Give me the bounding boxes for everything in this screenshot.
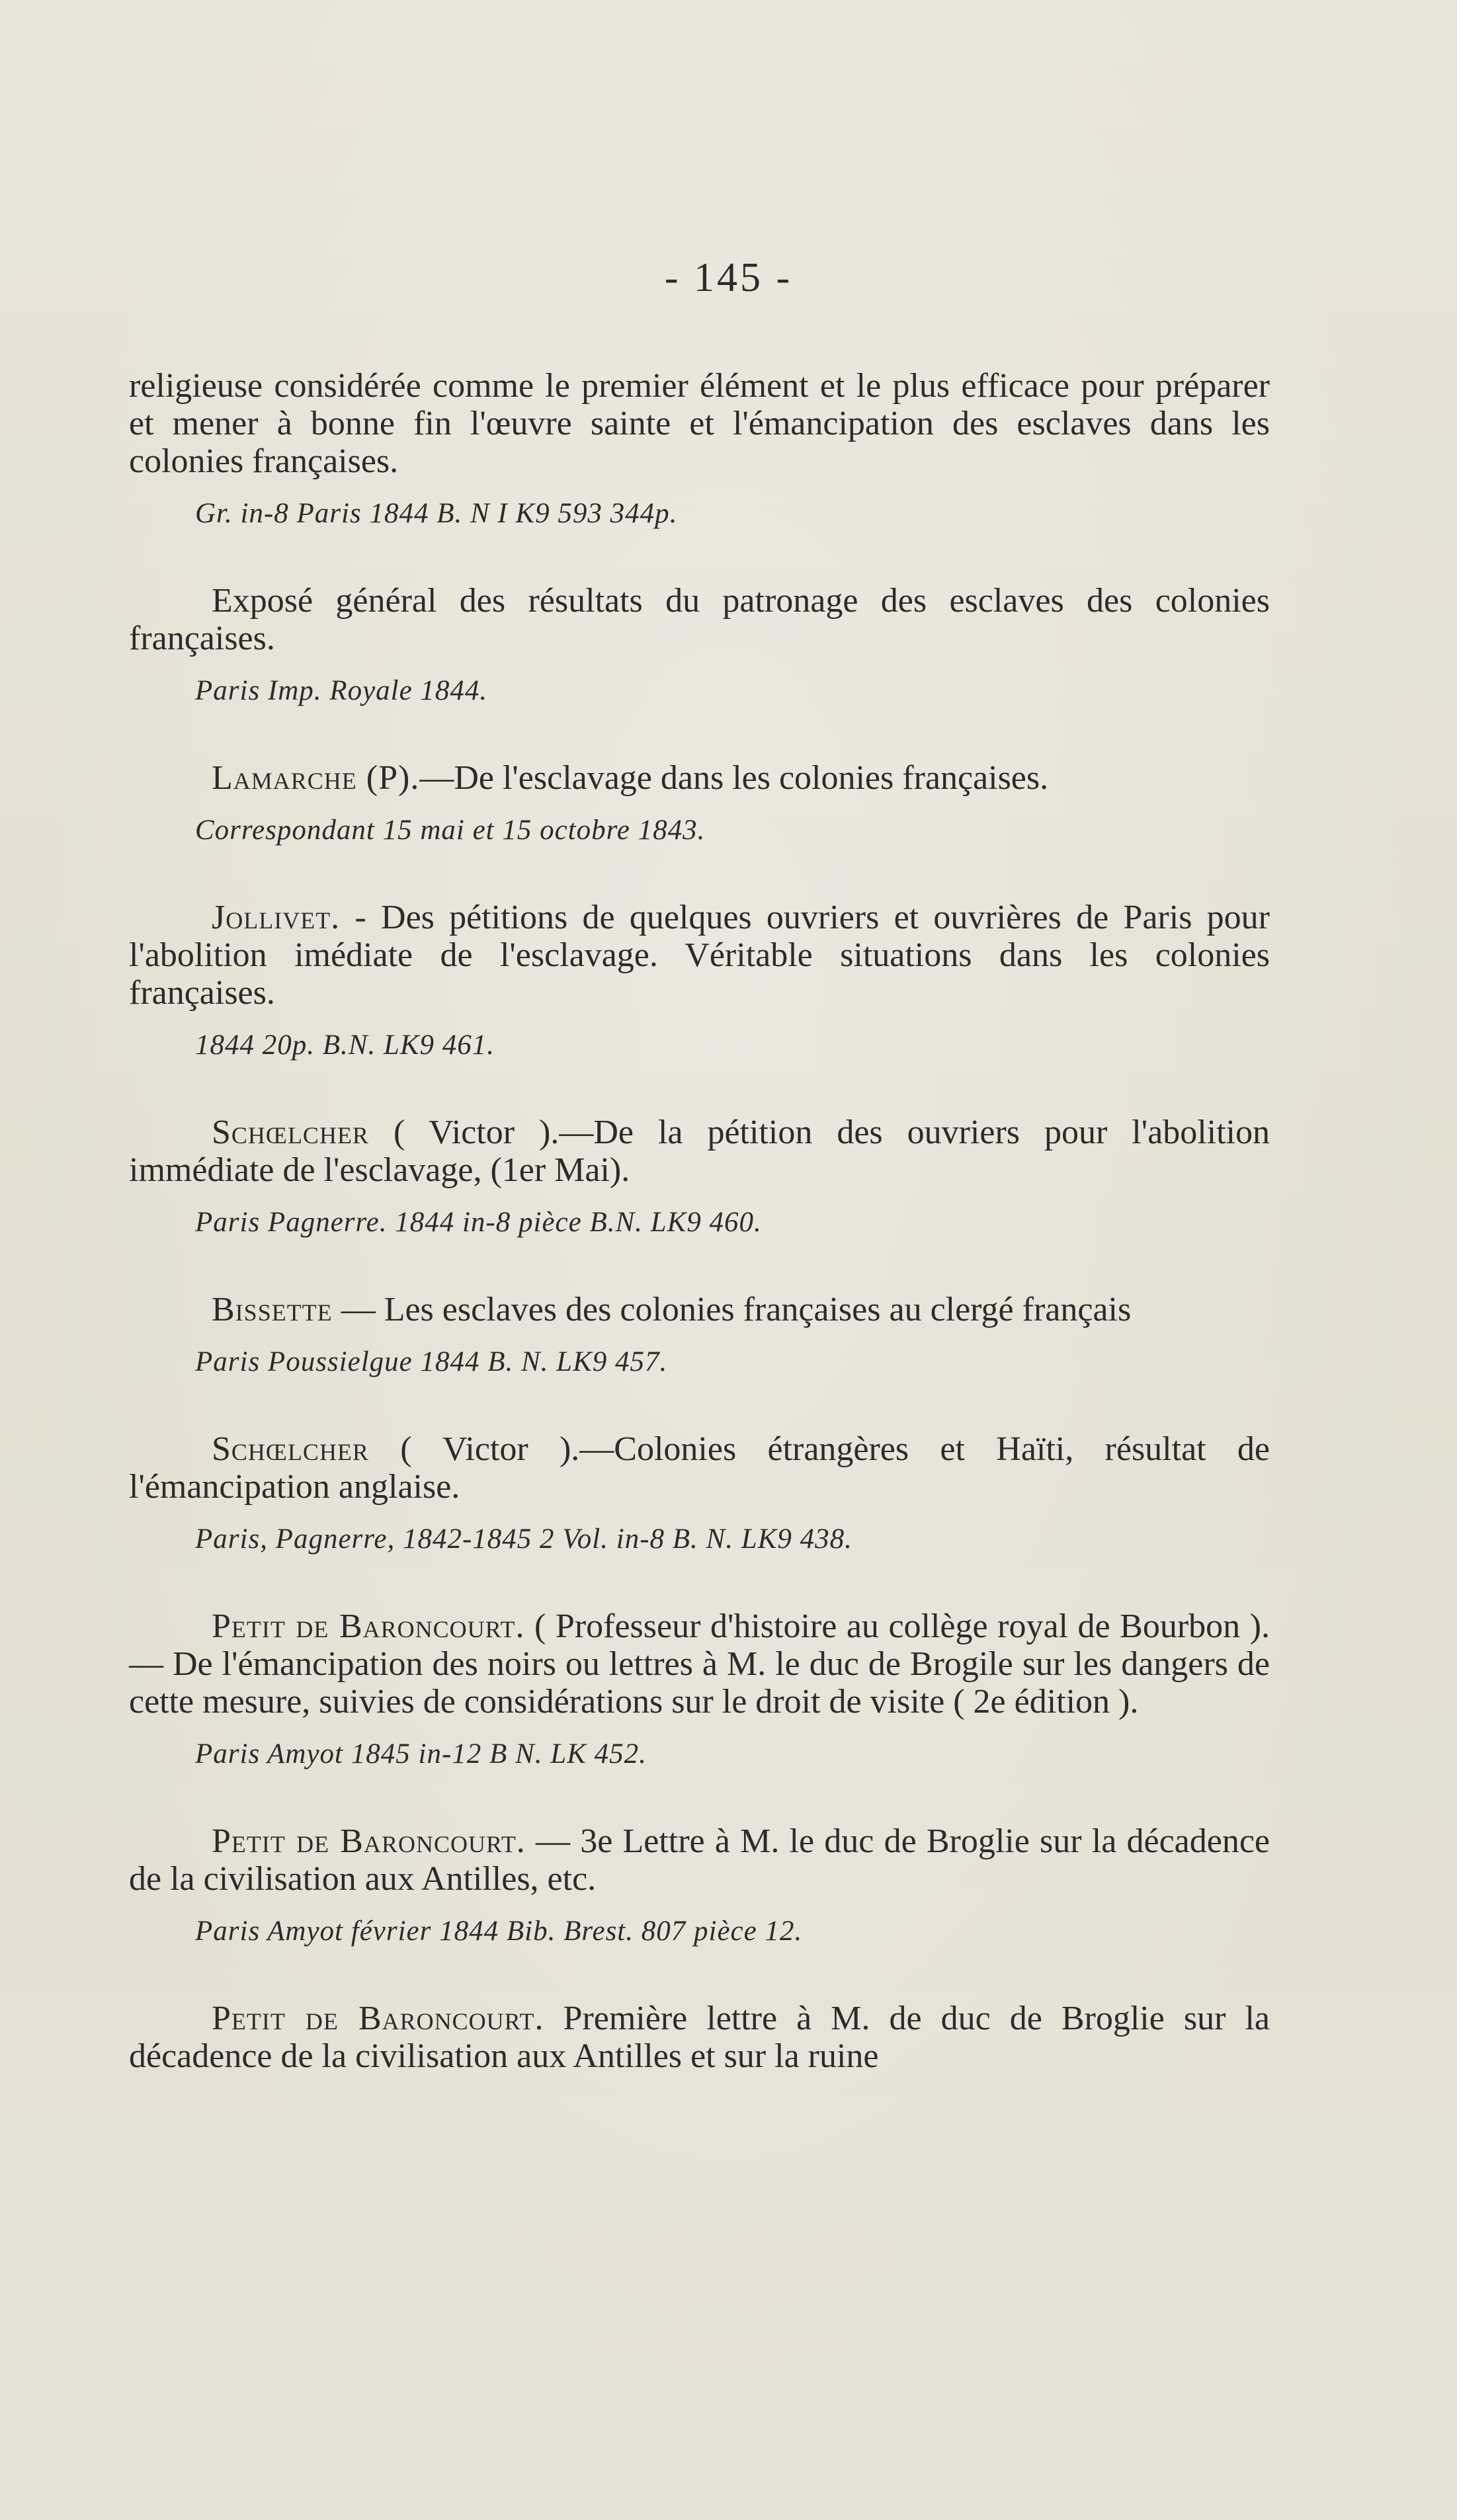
entry-body: — 3e Lettre à M. le duc de Broglie sur la décadence de la civilisation aux Antilles, etc. xyxy=(129,1822,1270,1898)
entry-reference: Correspondant 15 mai et 15 octobre 1843. xyxy=(195,815,706,846)
entry-text xyxy=(129,2000,1270,2075)
entry-author: Lamarche (P). xyxy=(212,759,420,797)
entry-body: ( Victor ).—De la pétition des ouvriers pour l'abolition immédiate de l'esclavage, (1er Mai). xyxy=(129,1114,1270,1189)
entry-body: - Des pétitions de quelques ouvriers et ouvrières de Paris pour l'abolition imédiate de l'esclavage. Véritable situations dans les colonies françaises. xyxy=(129,899,1270,1012)
entry-author: Jollivet. xyxy=(212,899,341,936)
bibliography-entry xyxy=(129,582,1270,708)
bibliography-entry xyxy=(129,2000,1270,2075)
entry-body: — Les esclaves des colonies françaises au clergé français xyxy=(332,1291,1132,1328)
entry-reference: 1844 20p. B.N. LK9 461. xyxy=(195,1030,495,1061)
bibliography-entry xyxy=(129,1607,1270,1771)
entry-body: Exposé général des résultats du patronage des esclaves des colonies françaises. xyxy=(129,582,1270,657)
entry-body: —De l'esclavage dans les colonies françaises. xyxy=(419,759,1049,797)
entry-body: religieuse considérée comme le premier élément et le plus efficace pour préparer et mener à bonne fin l'œuvre sainte et l'émancipation des esclaves dans les colonies françaises. xyxy=(129,367,1270,480)
entry-text xyxy=(129,899,1270,1012)
entry-reference: Paris Amyot février 1844 Bib. Brest. 807 pièce 12. xyxy=(195,1916,803,1947)
entry-author: Schœlcher xyxy=(212,1114,369,1151)
bibliography-entry xyxy=(129,1822,1270,1948)
entry-text xyxy=(129,582,1270,657)
bibliography-entry xyxy=(129,367,1270,530)
entry-author: Petit de Baroncourt. xyxy=(212,1607,525,1645)
bibliography-entry xyxy=(129,1114,1270,1239)
entry-reference: Paris Pagnerre. 1844 in-8 pièce B.N. LK9 460. xyxy=(195,1207,762,1238)
entry-reference: Paris Poussielgue 1844 B. N. LK9 457. xyxy=(195,1346,668,1377)
entry-author: Schœlcher xyxy=(212,1430,369,1468)
bibliography-entry xyxy=(129,1430,1270,1556)
entry-body: Première lettre à M. de duc de Broglie sur la décadence de la civilisation aux Antilles et sur la ruine xyxy=(129,2000,1270,2075)
entry-author: Petit de Baroncourt. xyxy=(212,2000,544,2037)
entry-text xyxy=(129,1430,1270,1506)
entry-text xyxy=(129,1114,1270,1189)
page-number: - 145 - xyxy=(664,255,793,300)
entry-text xyxy=(129,1822,1270,1898)
entry-text xyxy=(129,367,1270,480)
entry-reference: Gr. in-8 Paris 1844 B. N I K9 593 344p. xyxy=(195,498,678,529)
entry-reference: Paris Imp. Royale 1844. xyxy=(195,675,488,706)
entry-body: ( Professeur d'histoire au collège royal de Bourbon ).— De l'émancipation des noirs ou lettres à M. le duc de Brogile sur les dangers de cette mesure, suivies de considérations sur le droit de visite ( 2e édition ). xyxy=(129,1607,1270,1721)
entry-text xyxy=(129,1291,1270,1328)
bibliography-entry xyxy=(129,1291,1270,1379)
entry-reference: Paris, Pagnerre, 1842-1845 2 Vol. in-8 B. N. LK9 438. xyxy=(195,1524,853,1555)
bibliography-entry xyxy=(129,759,1270,847)
entry-author: Bissette xyxy=(212,1291,333,1328)
entry-text xyxy=(129,759,1270,797)
entry-author: Petit de Baroncourt. xyxy=(212,1822,526,1860)
bibliography-list xyxy=(129,367,1270,2127)
bibliography-entry xyxy=(129,899,1270,1062)
entry-text xyxy=(129,1607,1270,1721)
entry-reference: Paris Amyot 1845 in-12 B N. LK 452. xyxy=(195,1738,647,1769)
entry-body: ( Victor ).—Colonies étrangères et Haïti, résultat de l'émancipation anglaise. xyxy=(129,1430,1270,1506)
